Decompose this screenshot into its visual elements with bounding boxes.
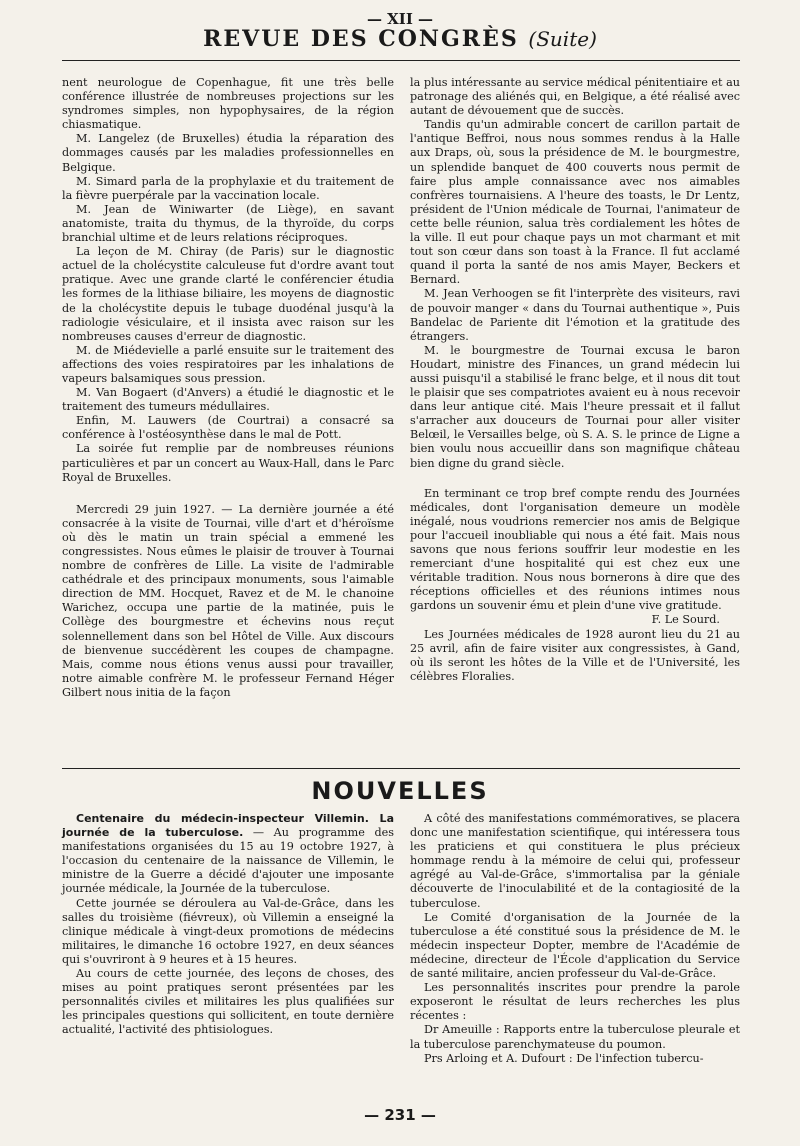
paragraph: M. Jean Verhoogen se fit l'interprète des visiteurs, ravi de pouvoir manger « dans du Tournai authentique », Puis Bandelac de Pariente dit l'émotion et la gratitude des étrangers. <box>410 287 740 343</box>
paragraph: Le Comité d'organisation de la Journée de la tuberculose a été constitué sous la présidence de M. le médecin inspecteur Dopter, membre de l'Académie de médecine, directeur de l'École d'application du Service de santé militaire, ancien professeur du Val-de-Grâce. <box>410 910 740 981</box>
paragraph: Enfin, M. Lauwers (de Courtrai) a consacré sa conférence à l'ostéosynthèse dans le mal de Pott. <box>62 414 394 442</box>
signature: F. Le Sourd. <box>651 613 720 627</box>
section-rule <box>62 768 740 769</box>
running-title-suite: (Suite) <box>528 27 597 51</box>
paragraph: la plus intéressante au service médical pénitentiaire et au patronage des aliénés qui, en Belgique, a été réalisé avec autant de dévouement que de succès. <box>410 76 740 118</box>
paragraph: M. le bourgmestre de Tournai excusa le baron Houdart, ministre des Finances, un grand médecin lui aussi puisqu'il a stabilisé le franc belge, et il nous dit tout le plaisir que ses compatriotes avaient eu à nous recevoir dans leur antique cité. Mais l'heure pressait et il fallut s'arracher aux douceurs de Tournai pour aller visiter Belœil, le Versailles belge, où S. A. S. le prince de Ligne a bien voulu nous accueillir dans son magnifique château bien digne du grand siècle. <box>410 343 740 470</box>
column-4 <box>410 812 740 1066</box>
paragraph: Au cours de cette journée, des leçons de choses, des mises au point pratiques seront présentées par les personnalités civiles et militaires les plus qualifiées sur les principales questions qui sollicitent, en toute dernière actualité, l'activité des phtisiologues. <box>62 967 394 1037</box>
page-number: — 231 — <box>364 1106 436 1124</box>
column-3 <box>62 812 394 1038</box>
running-title <box>0 26 800 52</box>
paragraph <box>62 812 394 897</box>
paragraph: nent neurologue de Copenhague, fit une très belle conférence illustrée de nombreuses projections sur les syndromes simples, non hypophysaires, de la région chiasmatique. <box>62 76 394 132</box>
paragraph: M. de Miédevielle a parlé ensuite sur le traitement des affections des voies respiratoires par les inhalations de vapeurs balsamiques sous pression. <box>62 343 394 385</box>
section-title: NOUVELLES <box>311 777 489 805</box>
running-title-text: REVUE DES CONGRÈS <box>203 26 519 52</box>
paragraph: A côté des manifestations commémoratives, se placera donc une manifestation scientifique, qui intéressera tous les praticiens et qui constituera le plus précieux hommage rendu à la mémoire de celui qui, professeur agrégé au Val-de-Grâce, s'immortalisa par la géniale découverte de l'inoculabilité et de la contagiosité de la tuberculose. <box>410 812 740 910</box>
column-1 <box>62 76 394 700</box>
paragraph: Dr Ameuille : Rapports entre la tuberculose pleurale et la tuberculose parenchymateuse du poumon. <box>410 1023 740 1051</box>
paragraph: M. Langelez (de Bruxelles) étudia la réparation des dommages causés par les maladies professionnelles en Belgique. <box>62 132 394 174</box>
paragraph: Prs Arloing et A. Dufourt : De l'infection tubercu- <box>424 1051 704 1065</box>
paragraph: La soirée fut remplie par de nombreuses réunions particulières et par un concert au Waux-Hall, dans le Parc Royal de Bruxelles. <box>62 442 394 484</box>
paragraph: Tandis qu'un admirable concert de carillon partait de l'antique Beffroi, nous nous sommes rendus à la Halle aux Draps, où, sous la présidence de M. le bourgmestre, un splendide banquet de 400 couverts nous permit de faire plus ample connaissance avec nos aimables confrères tournaisiens. A l'heure des toasts, le Dr Lentz, président de l'Union médicale de Tournai, l'animateur de cette belle réunion, salua très cordialement les hôtes de la ville. Il eut pour chaque pays un mot charmant et mit tout son cœur dans son toast à la France. Il fut acclamé quand il porta la santé de nos amis Mayer, Beckers et Bernard. <box>410 118 740 287</box>
paragraph: M. Van Bogaert (d'Anvers) a étudié le diagnostic et le traitement des tumeurs médullaires. <box>62 386 394 414</box>
paragraph: La leçon de M. Chiray (de Paris) sur le diagnostic actuel de la cholécystite calculeuse fut d'ordre avant tout pratique. Avec une grande clarté le conférencier étudia les formes de la lithiase biliaire, les moyens de diagnostic de la cholécystite depuis le tubage duodénal jusqu'à la radiologie vésiculaire, et il insista avec raison sur les nombreuses causes d'erreur de diagnostic. <box>62 245 394 343</box>
paragraph: Mercredi 29 juin 1927. — La dernière journée a été consacrée à la visite de Tournai, ville d'art et d'héroïsme où dès le matin un train spécial a emmené les congressistes. Nous eûmes le plaisir de trouver à Tournai nombre de confrères de Lille. La visite de l'admirable cathédrale et des principaux monuments, sous l'aimable direction de MM. Hocquet, Ravez et de M. le chanoine Warichez, occupa une partie de la matinée, puis le Collège des bourgmestre et échevins nous reçut solennellement dans son bel Hôtel de Ville. Aux discours de bienvenue succédèrent les coupes de champagne. Mais, comme nous étions venus aussi pour travailler, notre aimable confrère M. le professeur Fernand Héger Gilbert nous initia de la façon <box>62 502 394 699</box>
paragraph: Les Journées médicales de 1928 auront lieu du 21 au 25 avril, afin de faire visiter aux congressistes, à Gand, où ils seront les hôtes de la Ville et de l'Université, les célèbres Floralies. <box>410 627 740 683</box>
paragraph: M. Jean de Winiwarter (de Liège), en savant anatomiste, traita du thymus, de la thyroïde, du corps branchial ultime et de leurs relations réciproques. <box>62 202 394 245</box>
paragraph: Cette journée se déroulera au Val-de-Grâce, dans les salles du troisième (fiévreux), où Villemin a enseigné la clinique médicale à vingt-deux promotions de médecins militaires, le dimanche 16 octobre 1927, en deux séances qui s'ouvriront à 9 heures et à 15 heures. <box>62 896 394 966</box>
header-rule <box>62 60 740 61</box>
page-number-roman: — XII — <box>366 10 434 28</box>
column-2 <box>410 76 740 684</box>
news-headline: Centenaire du médecin-inspecteur Villemin. La journée de la tuberculose. <box>62 812 394 840</box>
news-lead: — Au programme des manifestations organisées du 15 au 19 octobre 1927, à l'occasion du centenaire de la naissance de Villemin, le ministre de la Guerre a décidé d'ajouter une imposante journée médicale, la Journée de la tuberculose. <box>62 826 394 896</box>
paragraph: En terminant ce trop bref compte rendu des Journées médicales, dont l'organisation demeure un modèle inégalé, nous voudrions remercier nos amis de Belgique pour l'accueil inoubliable qui nous a été fait. Mais nous savons que nous ferions souffrir leur modestie en les remerciant d'une hospitalité qui est chez eux une véritable tradition. Nous nous bornerons à dire que des réceptions officielles et des réunions intimes nous gardons un souvenir ému et plein d'une vive gratitude. <box>410 486 740 613</box>
paragraph: Les personnalités inscrites pour prendre la parole exposeront le résultat de leurs recherches les plus récentes : <box>410 981 740 1023</box>
paragraph: M. Simard parla de la prophylaxie et du traitement de la fièvre puerpérale par la vaccination locale. <box>62 174 394 202</box>
